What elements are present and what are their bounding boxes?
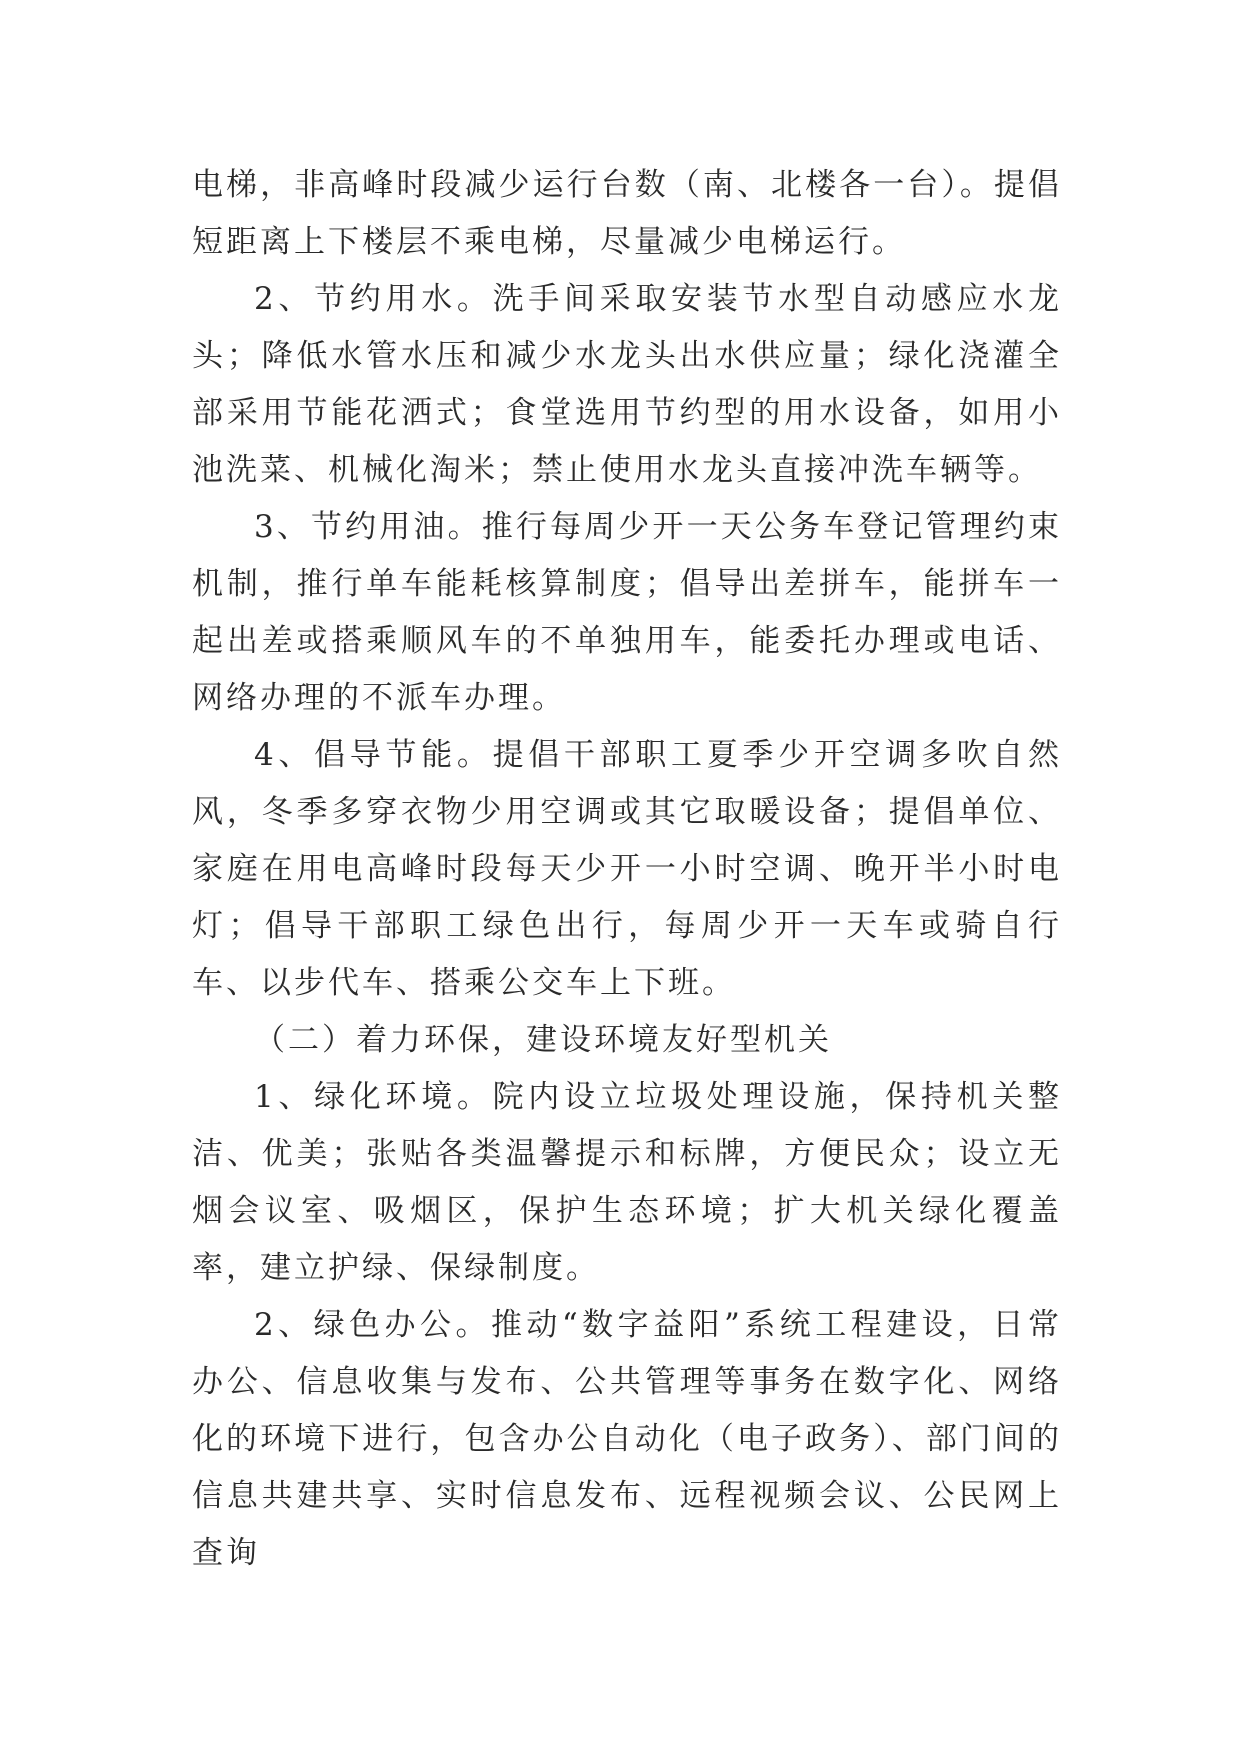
paragraph-save-fuel: 3、节约用油。推行每周少开一天公务车登记管理约束机制，推行单车能耗核算制度；倡导出差拼车，能拼车一起出差或搭乘顺风车的不单独用车，能委托办理或电话、网络办理的不派车办理。: [192, 509, 1062, 716]
paragraph-promote-energy-saving: 4、倡导节能。提倡干部职工夏季少开空调多吹自然风，冬季多穿衣物少用空调或其它取暖设备；提倡单位、家庭在用电高峰时段每天少开一小时空调、晚开半小时电灯；倡导干部职工绿色出行，每周少开一天车或骑自行车、以步代车、搭乘公交车上下班。: [192, 737, 1062, 1001]
paragraph-green-office: 2、绿色办公。推动“数字益阳”系统工程建设，日常办公、信息收集与发布、公共管理等事务在数字化、网络化的环境下进行，包含办公自动化（电子政务）、部门间的信息共建共享、实时信息发布、远程视频会议、公民网上查询: [192, 1307, 1062, 1571]
document-body: [192, 157, 1062, 1582]
section-heading-environmental-protection: （二）着力环保，建设环境友好型机关: [254, 1022, 832, 1058]
paragraph-green-environment: 1、绿化环境。院内设立垃圾处理设施，保持机关整洁、优美；张贴各类温馨提示和标牌，方便民众；设立无烟会议室、吸烟区，保护生态环境；扩大机关绿化覆盖率，建立护绿、保绿制度。: [192, 1079, 1062, 1286]
paragraph-save-water: 2、节约用水。洗手间采取安装节水型自动感应水龙头；降低水管水压和减少水龙头出水供应量；绿化浇灌全部采用节能花洒式；食堂选用节约型的用水设备，如用小池洗菜、机械化淘米；禁止使用水龙头直接冲洗车辆等。: [192, 281, 1062, 488]
paragraph-elevator-continuation: 电梯，非高峰时段减少运行台数（南、北楼各一台）。提倡短距离上下楼层不乘电梯，尽量减少电梯运行。: [192, 167, 1062, 260]
